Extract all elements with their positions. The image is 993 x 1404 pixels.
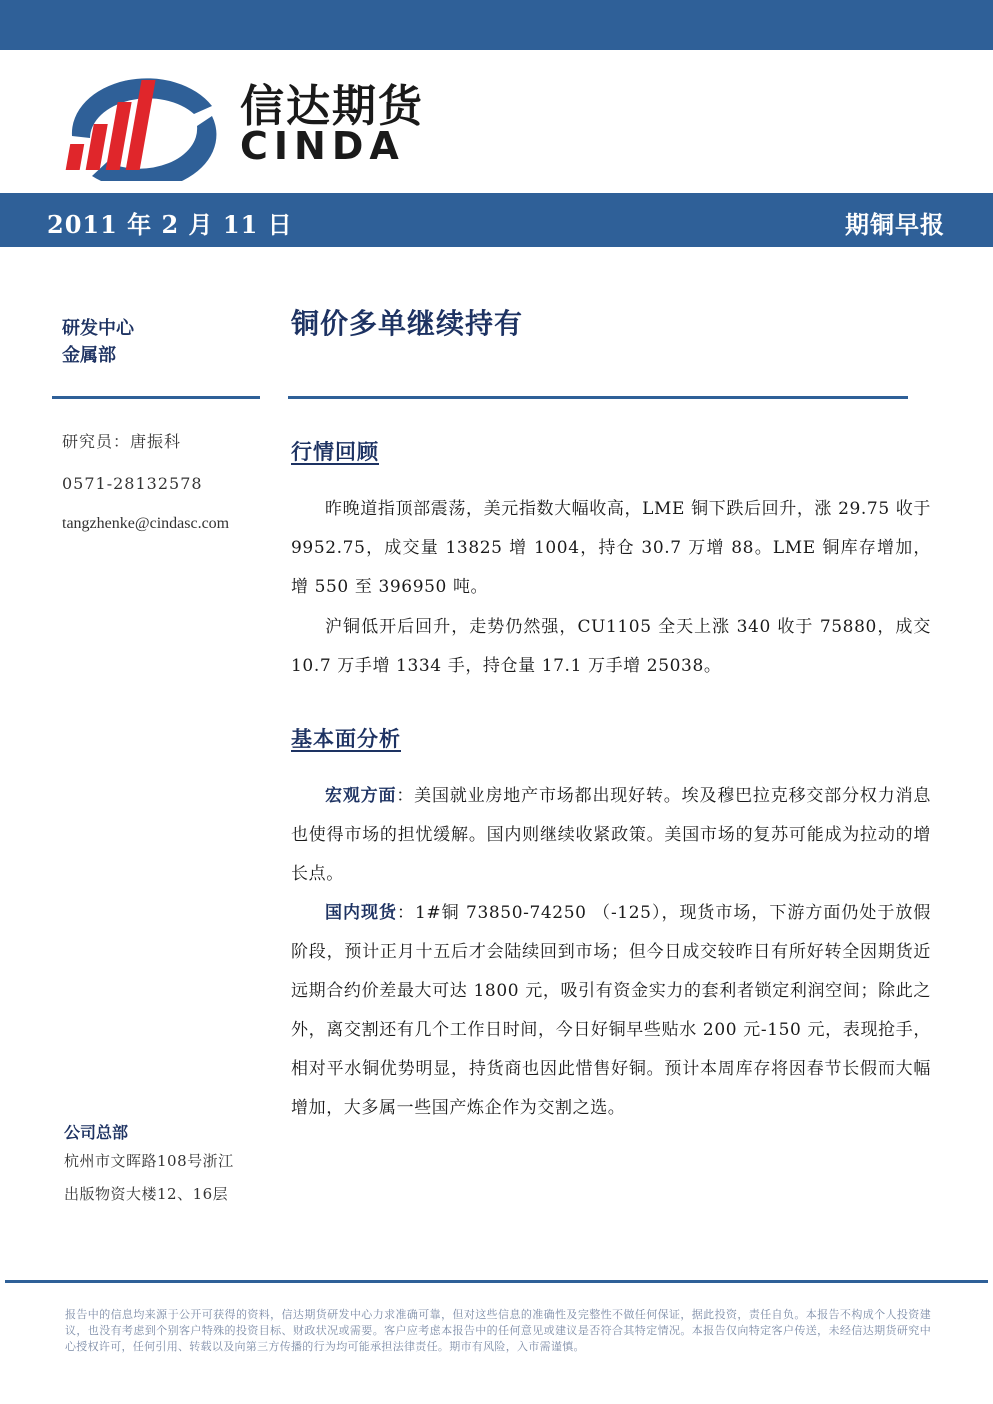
disclaimer: 报告中的信息均来源于公开可获得的资料，信达期货研发中心力求准确可靠，但对这些信息的准确性及完整性不做任何保证，据此投资，责任自负。本报告不构成个人投资建议，也没有考虑到个别客户特殊的投资目标、财政状况或需要。客户应考虑本报告中的任何意见或建议是否符合其特定情况。本报告仅向特定客户传送，未经信达期货研究中心授权许可，任何引用、转载以及向第三方传播的行为均可能承担法律责任。期市有风险，入市需谨慎。 — [65, 1308, 931, 1353]
market-review-paragraph-2: 沪铜低开后回升，走势仍然强，CU1105 全天上涨 340 收于 75880，成交 10.7 万手增 1334 手，持仓量 17.1 万手增 25038。 — [291, 617, 931, 676]
main-divider — [288, 396, 908, 399]
top-banner — [0, 0, 993, 50]
analyst-name: 研究员：唐振科 — [62, 432, 182, 451]
sidebar-divider — [52, 396, 260, 399]
cinda-logo — [62, 66, 452, 181]
analyst-email[interactable]: tangzhenke@cindasc.com — [62, 515, 230, 532]
department — [62, 315, 134, 369]
fundamentals-paragraph-macro — [291, 777, 931, 894]
macro-lead: 宏观方面 — [325, 786, 397, 806]
dept-line-1: 研发中心 — [62, 318, 134, 339]
analyst-phone: 0571-28132578 — [62, 474, 203, 493]
headquarters-info — [64, 1121, 234, 1211]
brand-name-en: CINDA — [240, 124, 405, 168]
spot-lead: 国内现货 — [325, 903, 397, 923]
market-review-paragraph-1: 昨晚道指顶部震荡，美元指数大幅收高，LME 铜下跌后回升，涨 29.75 收于 9952.75，成交量 13825 增 1004，持仓 30.7 万增 88。LME 铜库存增加，增 550 至 396950 吨。 — [291, 499, 931, 597]
section-title-fundamentals: 基本面分析 — [291, 726, 401, 751]
brand-name-cn: 信达期货 — [240, 81, 424, 132]
hq-address-line-1: 杭州市文晖路108号浙江 — [64, 1152, 234, 1170]
section-title-market-review: 行情回顾 — [291, 439, 379, 464]
logo-mark-icon — [62, 66, 232, 181]
report-date: 2011 年 2 月 11 日 — [47, 210, 293, 239]
hq-address-line-2: 出版物资大楼12、16层 — [64, 1185, 229, 1203]
report-type: 期铜早报 — [845, 210, 945, 239]
hq-title: 公司总部 — [64, 1123, 129, 1142]
spot-body: ：1#铜 73850-74250 （-125），现货市场，下游方面仍处于放假阶段，预计正月十五后才会陆续回到市场；但今日成交较昨日有所好转全因期货近远期合约价差最大可达 1800 元，吸引有资金实力的套利者锁定利润空间；除此之外，离交割还有几个工作日时间，今日好铜早些贴水 200 元-150 元，表现抢手，相对平水铜优势明显，持货商也因此惜售好铜。预计本周库存将因春节长假而大幅增加，大多属一些国产炼企作为交割之选。 — [291, 903, 932, 1118]
macro-body: ：美国就业房地产市场都出现好转。埃及穆巴拉克移交部分权力消息也使得市场的担忧缓解。国内则继续收紧政策。美国市场的复苏可能成为拉动的增长点。 — [291, 786, 931, 884]
date-banner — [0, 193, 993, 247]
page-title: 铜价多单继续持有 — [291, 307, 524, 340]
footer-divider — [5, 1280, 988, 1283]
dept-line-2: 金属部 — [62, 345, 116, 366]
fundamentals-paragraph-spot — [291, 894, 931, 1128]
